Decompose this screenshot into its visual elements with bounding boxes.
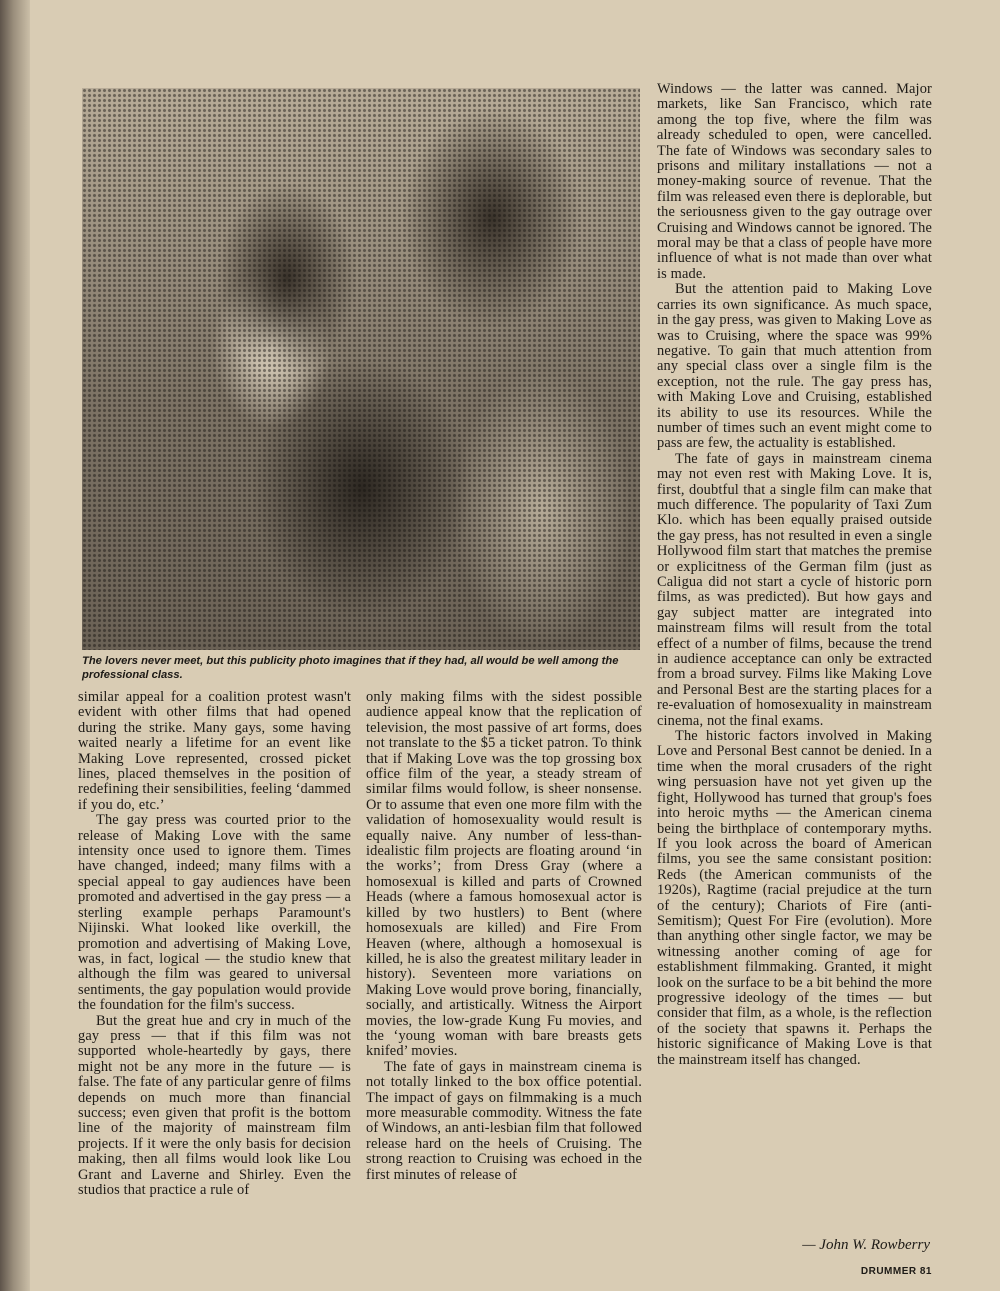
paragraph: Windows — the latter was canned. Major markets, like San Francisco, which rate among the top five, where the film was already scheduled to open, were cancelled. The fate of Windows was secondary sales to prisons and military installations — not a money-making source of revenue. That the film was released even there is deplorable, but the seriousness given to the gay outrage over Cruising and Windows cannot be ignored. The moral may be that a class of people have more influence of what is not made than over what is made.: [657, 81, 932, 282]
paragraph: The fate of gays in mainstream cinema is not totally linked to the box office potential. The impact of gays on filmmaking is a much more measurable commodity. Witness the fate of Windows, an anti-lesbian film that followed release hard on the heels of Cruising. The strong reaction to Cruising was echoed in the first minutes of release of: [366, 1058, 642, 1183]
paragraph: The gay press was courted prior to the release of Making Love with the same intensity once used to ignore them. Times have changed, indeed; many films with a special appeal to gay audiences have been promoted and advertised in the gay press — a sterling example perhaps Paramount's Nijinski. What looked like overkill, the promotion and advertising of Making Love, was, in fact, logical — the studio knew that although the film was geared to universal sentiments, the gay population would provide the foundation for the film's success.: [78, 812, 351, 1014]
article-column-2: [366, 690, 642, 1183]
paragraph: The fate of gays in mainstream cinema may not even rest with Making Love. It is, first, doubtful that a single film can make that much difference. The popularity of Taxi Zum Klo. which has been equally praised outside the gay press, has not resulted in even a single Hollywood film start that matches the premise or explicitness of the German film (just as Caligua did not start a cycle of historic porn films, as was predicted). But how gays and gay subject matter are integrated into mainstream films will result from the total effect of a number of films, because the trend in audience acceptance can only be extracted from a broad survey. Films like Making Love and Personal Best are the starting places for a re-evaluation of homosexuality in mainstream cinema, not the final exams.: [657, 450, 932, 729]
article-column-1: [78, 690, 351, 1198]
paragraph: similar appeal for a coalition protest wasn't evident with other films that had opened during the strike. Many gays, some having waited nearly a lifetime for an event like Making Love represented, crossed picket lines, placed themselves in the position of redefining their sensibilities, feeling ‘dammed if you do, etc.’: [78, 689, 351, 813]
paragraph: But the great hue and cry in much of the gay press — that if this film was not supported whole-heartedly by gays, there might not be any more in the future — is false. The fate of any particular genre of films depends on much more than financial success; even given that profit is the bottom line of the majority of mainstream film projects. If it were the only basis for decision making, then all films would look like Lou Grant and Laverne and Shirley. Even the studios that practice a rule of: [78, 1012, 351, 1198]
page-folio: DRUMMER 81: [860, 1266, 932, 1277]
article-column-3: [657, 82, 932, 1068]
author-byline: — John W. Rowberry: [802, 1237, 930, 1253]
photo-caption: The lovers never meet, but this publicity photo imagines that if they had, all would be well among the professional class.: [82, 655, 619, 681]
page-binding-shadow: [0, 0, 30, 1291]
publicity-photo: [82, 88, 640, 650]
paragraph: The historic factors involved in Making Love and Personal Best cannot be denied. In a time when the moral crusaders of the right wing persuasion have not yet given up the fight, Hollywood has turned that group's foes into heroic myths — the American cinema being the birthplace of contemporary myths. If you look across the board of American films, you see the same consistant position: Reds (the American communists of the 1920s), Ragtime (racial prejudice at the turn of the century); Chariots of Fire (anti-Semitism); Quest For Fire (evolution). More than anything other single factor, we may be witnessing another coming of age for establishment filmmaking. Granted, it might look on the surface to be a bit behind the more progressive ideology of the times — but consider that film, as a whole, is the reflection of the society that spawns it. Perhaps the historic significance of Making Love is that the mainstream itself has changed.: [657, 728, 932, 1068]
paragraph: only making films with the sidest possible audience appeal know that the replication of television, the most passive of art forms, does not translate to the $5 a ticket patron. To think that if Making Love was the top grossing box office film of the year, a steady stream of similar films would follow, is sheer nonsense. Or to assume that even one more film with the validation of homosexuality would result is equally naive. Any number of less-than-idealistic film projects are floating around ‘in the works’; from Dress Gray (where a homosexual is killed and parts of Crowned Heads (where a famous homosexual actor is killed by two hustlers) to Bent (where homosexuals are killed) and Fire From Heaven (where, although a homosexual is killed, he is also the greatest military leader in history). Seventeen more variations on Making Love would prove boring, financially, socially, and artistically. Witness the Airport movies, the low-grade Kung Fu movies, and the ‘young woman with bare breasts gets knifed’ movies.: [366, 689, 642, 1060]
paragraph: But the attention paid to Making Love carries its own significance. As much space, in the gay press, was given to Making Love as was to Cruising, where the space was 99% negative. To gain that much attention from any special class over a single film is the exception, not the rule. The gay press has, with Making Love and Cruising, established its ability to use its resources. While the number of times such an event might come to pass are few, the actuality is established.: [657, 281, 932, 452]
